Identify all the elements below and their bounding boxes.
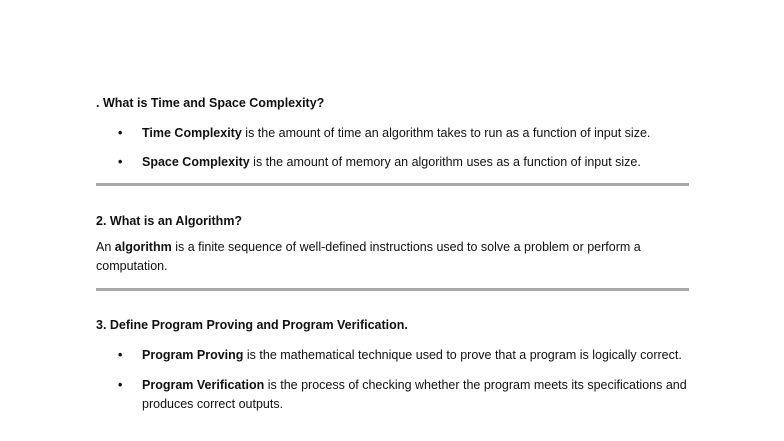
section-heading: 2. What is an Algorithm? [96,214,243,228]
term-bold: algorithm [114,240,172,254]
definition-text: is the amount of memory an algorithm uses as a function of input size. [249,155,641,169]
list-item [96,346,689,365]
term-bold: Space Complexity [142,155,250,169]
horizontal-divider [96,288,689,291]
horizontal-divider [96,183,689,186]
section-program-proving [96,317,689,414]
list-item [96,376,689,414]
definition-text: is the mathematical technique used to prove that a program is logically correct. [243,348,682,362]
bullet-icon: • [118,348,123,362]
term-bold: Time Complexity [142,126,242,140]
document-page [96,95,689,414]
bullet-list [96,124,689,172]
section-heading: 3. Define Program Proving and Program Verification. [96,318,408,332]
section-complexity [96,95,689,172]
bullet-icon: • [118,155,123,169]
bullet-list [96,346,689,414]
section-heading: . What is Time and Space Complexity? [96,96,325,110]
bullet-icon: • [118,378,123,392]
definition-paragraph [96,238,689,276]
definition-text: is the process of checking whether the program meets its specifications and produces correct outputs. [142,378,687,411]
term-bold: Program Proving [142,348,244,362]
term-bold: Program Verification [142,378,265,392]
list-item [96,153,689,172]
section-algorithm [96,213,689,276]
definition-text: is the amount of time an algorithm takes to run as a function of input size. [241,126,651,140]
bullet-icon: • [118,126,123,140]
list-item [96,124,689,143]
paragraph-prefix: An [96,240,115,254]
definition-text: is a finite sequence of well-defined instructions used to solve a problem or perform a computation. [96,240,641,273]
